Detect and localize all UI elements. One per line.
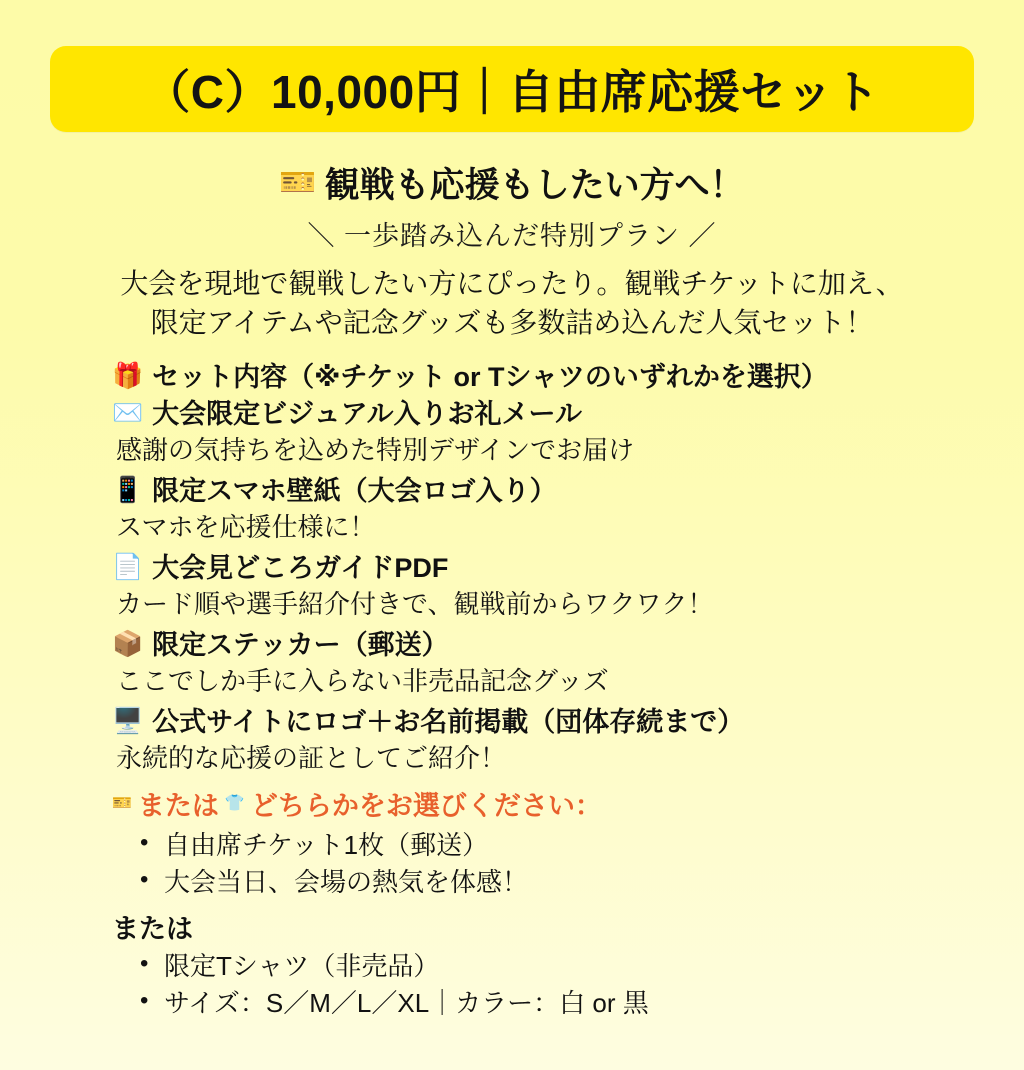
list-item bbox=[112, 474, 976, 509]
monitor-icon: 🖥️ bbox=[112, 706, 144, 735]
list-item-title: 大会見どころガイドPDF bbox=[152, 553, 449, 584]
ticket-icon: 🎫 bbox=[112, 795, 132, 813]
list-item-title: 公式サイトにロゴ＋お名前掲載（団体存続まで） bbox=[152, 706, 745, 737]
smartphone-icon: 📱 bbox=[112, 476, 144, 505]
document-icon: 📄 bbox=[112, 553, 144, 582]
lead-paragraph bbox=[18, 265, 1006, 342]
choice-or-label: または bbox=[137, 790, 219, 821]
list-item bbox=[112, 397, 976, 432]
lead-line-2: 限定アイテムや記念グッズも多数詰め込んだ人気セット！ bbox=[150, 306, 874, 338]
set-contents-list bbox=[18, 360, 1006, 1021]
list-item-title: 限定ステッカー（郵送） bbox=[152, 630, 449, 661]
page-title: （C）10,000円｜自由席応援セット bbox=[144, 66, 880, 118]
lead-line-1: 大会を現地で観戦したい方にぴったり。観戦チケットに加え、 bbox=[120, 268, 904, 299]
title-banner bbox=[50, 46, 974, 132]
choice-heading bbox=[112, 784, 976, 823]
tshirt-icon: 👕 bbox=[224, 795, 245, 813]
option-b-list bbox=[134, 948, 976, 1022]
list-item bbox=[112, 360, 976, 395]
list-item: • 大会当日、会場の熱気を体感！ bbox=[134, 864, 976, 901]
list-item bbox=[112, 628, 976, 663]
promo-page bbox=[0, 46, 1024, 1070]
list-item-description: カード順や選手紹介付きで、観戦前からワクワク！ bbox=[116, 589, 714, 620]
list-item-description: 感謝の気持ちを込めた特別デザインでお届け bbox=[116, 435, 635, 466]
list-item-description: 永続的な応援の証としてご紹介！ bbox=[116, 743, 507, 773]
list-item-description: スマホを応援仕様に！ bbox=[116, 512, 376, 543]
list-item-title: セット内容（※チケット or Tシャツのいずれかを選択） bbox=[152, 362, 828, 393]
headline-row bbox=[18, 158, 1006, 208]
option-a-list bbox=[134, 827, 976, 901]
list-item bbox=[112, 705, 976, 740]
option-divider-label: または bbox=[112, 913, 193, 944]
package-icon: 📦 bbox=[112, 630, 144, 659]
list-item-title: 限定スマホ壁紙（大会ロゴ入り） bbox=[152, 476, 557, 507]
list-item: • 自由席チケット1枚（郵送） bbox=[134, 827, 976, 864]
mail-icon: ✉️ bbox=[112, 399, 144, 428]
headline-text: 観戦も応援もしたい方へ！ bbox=[324, 166, 745, 205]
ticket-icon: 🎫 bbox=[279, 166, 317, 199]
choice-prompt: どちらかをお選びください： bbox=[250, 790, 602, 821]
sub-headline: ＼ 一歩踏み込んだ特別プラン ／ bbox=[307, 221, 717, 251]
list-item-title: 大会限定ビジュアル入りお礼メール bbox=[152, 399, 582, 430]
list-item: • 限定Tシャツ（非売品） bbox=[134, 948, 976, 985]
list-item-description: ここでしか手に入らない非売品記念グッズ bbox=[116, 666, 609, 697]
gift-icon: 🎁 bbox=[112, 362, 144, 391]
list-item: • サイズ：S／M／L／XL｜カラー：白 or 黒 bbox=[134, 985, 976, 1022]
list-item bbox=[112, 551, 976, 586]
